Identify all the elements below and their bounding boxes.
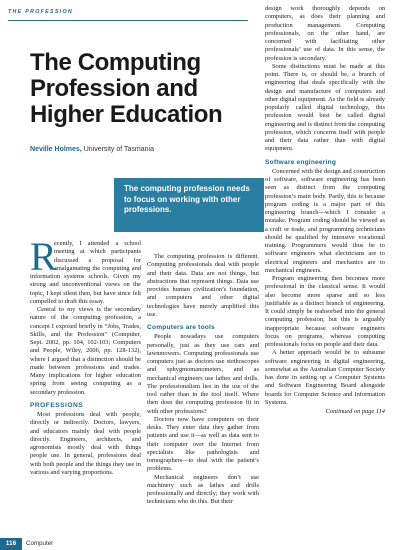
subhead-computers-are-tools: Computers are tools [147,324,215,331]
paragraph: Program engineering then becomes more professional in the classical sense. It would also become more sparse and so less justifiable as a distinct branch of engineering. It could simply be reabsorbed into the general computing profession, but this is arguably inappropriate because software engineers focus on programs, whereas computing professionals focus on people and their data. [265,275,385,348]
paragraph: Mechanical engineers don’t use machinery such as lathes and drills professionally and directly; they work with technicians who do this. But their [147,473,259,506]
article-title: The Computing Profession and Higher Education [30,49,223,128]
dropcap-letter: R [30,234,57,279]
page-number: 116 [0,538,22,550]
subhead-professions: PROFESSIONS [30,401,84,409]
intro-text: ecently, I attended a school meeting at which participants discussed a proposal for amalgamating the computing and information systems schools. Given my strong and unconventional views on the topic, I kept silent then, but have since felt compelled to draft this essay. [30,240,141,305]
paragraph: Some distinctions must be made at this point. There is, or should be, a branch of engineering that deals specifically with the design and manufacture of computers and other digital equipment. As the field is already popularly called digital technology, this profession would best be called digital engineering and is distinct from the computing profession, which concerns itself with people and their data rather than with digital equipment. [265,62,385,153]
paragraph: Central to my views is the secondary nature of the computing profession, a concept I exposed briefly in “Jobs, Trades, Skills, and the Profession” (Computer, Sept. 2002, pp. 104, 102-103; Computers and People, Wiley, 2006, pp. 128-132), where I argued that a distinction should be made between professions and trades. Many implications for higher education spring from seeing computing as a secondary profession. [30,306,141,396]
paragraph: The computing profession is different. Computing professionals deal with people and their data. Data are not things, but abstractions that represent things. Data use provides human civilization’s foundation, and computers and other digital technologies have merely amplified this use. [147,253,259,318]
paragraph-intro [30,234,141,306]
paragraph: Doctors now have computers on their desks. They enter data they gather from patients and use it—as well as data sent to their computer over the Internet from specialists like pathologists and tomographers—to deal with the patient’s problems. [147,415,259,473]
byline [30,146,154,153]
paragraph: Concerned with the design and construction of software, software engineering has been seen as distinct from the computing profession’s main body. Partly, this is because program coding is a major part of this engineering branch—which I consider a mistake. Program coding should be viewed as a craft or trade, and programming technicians should be qualified by intensive vocational training. Programmers would thus be to software engineers what electricians are to electrical engineers and mechanics are to mechanical engineers. [265,167,385,274]
subhead-software-engineering: Software engineering [265,158,337,166]
paragraph: Most professions deal with people, directly or indirectly. Doctors, lawyers, and educators mainly deal with people directly. Engineers, architects, and agronomists mostly deal with things people use. In general, professions deal with both people and the things they use in various and varying proportions. [30,411,141,476]
paragraph: People nowadays use computers personally, just as they use cars and lawnmowers. Computing professionals use computers just as doctors use stethoscopes and sphygmomanometers, and as mechanical engineers use lathes and drills. The professionalism lies in the use of the tool rather than in the tool itself. Where then does the computing profession fit in with other professions? [147,333,259,415]
author-name: Neville Holmes, [30,146,82,153]
section-tag: THE PROFESSION [8,9,73,15]
magazine-name: Computer [26,540,54,547]
column-1 [30,234,141,477]
paragraph: design work thoroughly depends on computers, as does their planning and production management. Computing professionals, on the other hand, are concerned with facilitating other professionals’ use of data. In this sense, the profession is secondary. [265,5,385,62]
dropcap-container [30,234,57,279]
column-2 [147,253,259,507]
paragraph: A better approach would be to subsume software engineering in digital engineering, somewhat as the Australian Computer Society has done in setting up a Computer Systems and Software Engineering Board alongside boards for Computer Science and Information Systems. [265,349,385,406]
pullquote-text: The computing profession needs to focus on working with other professions. [124,184,250,215]
continued-on-link[interactable]: Continued on page 114 [325,408,385,415]
column-3 [265,5,385,416]
author-affiliation: University of Tasmania [81,146,154,153]
